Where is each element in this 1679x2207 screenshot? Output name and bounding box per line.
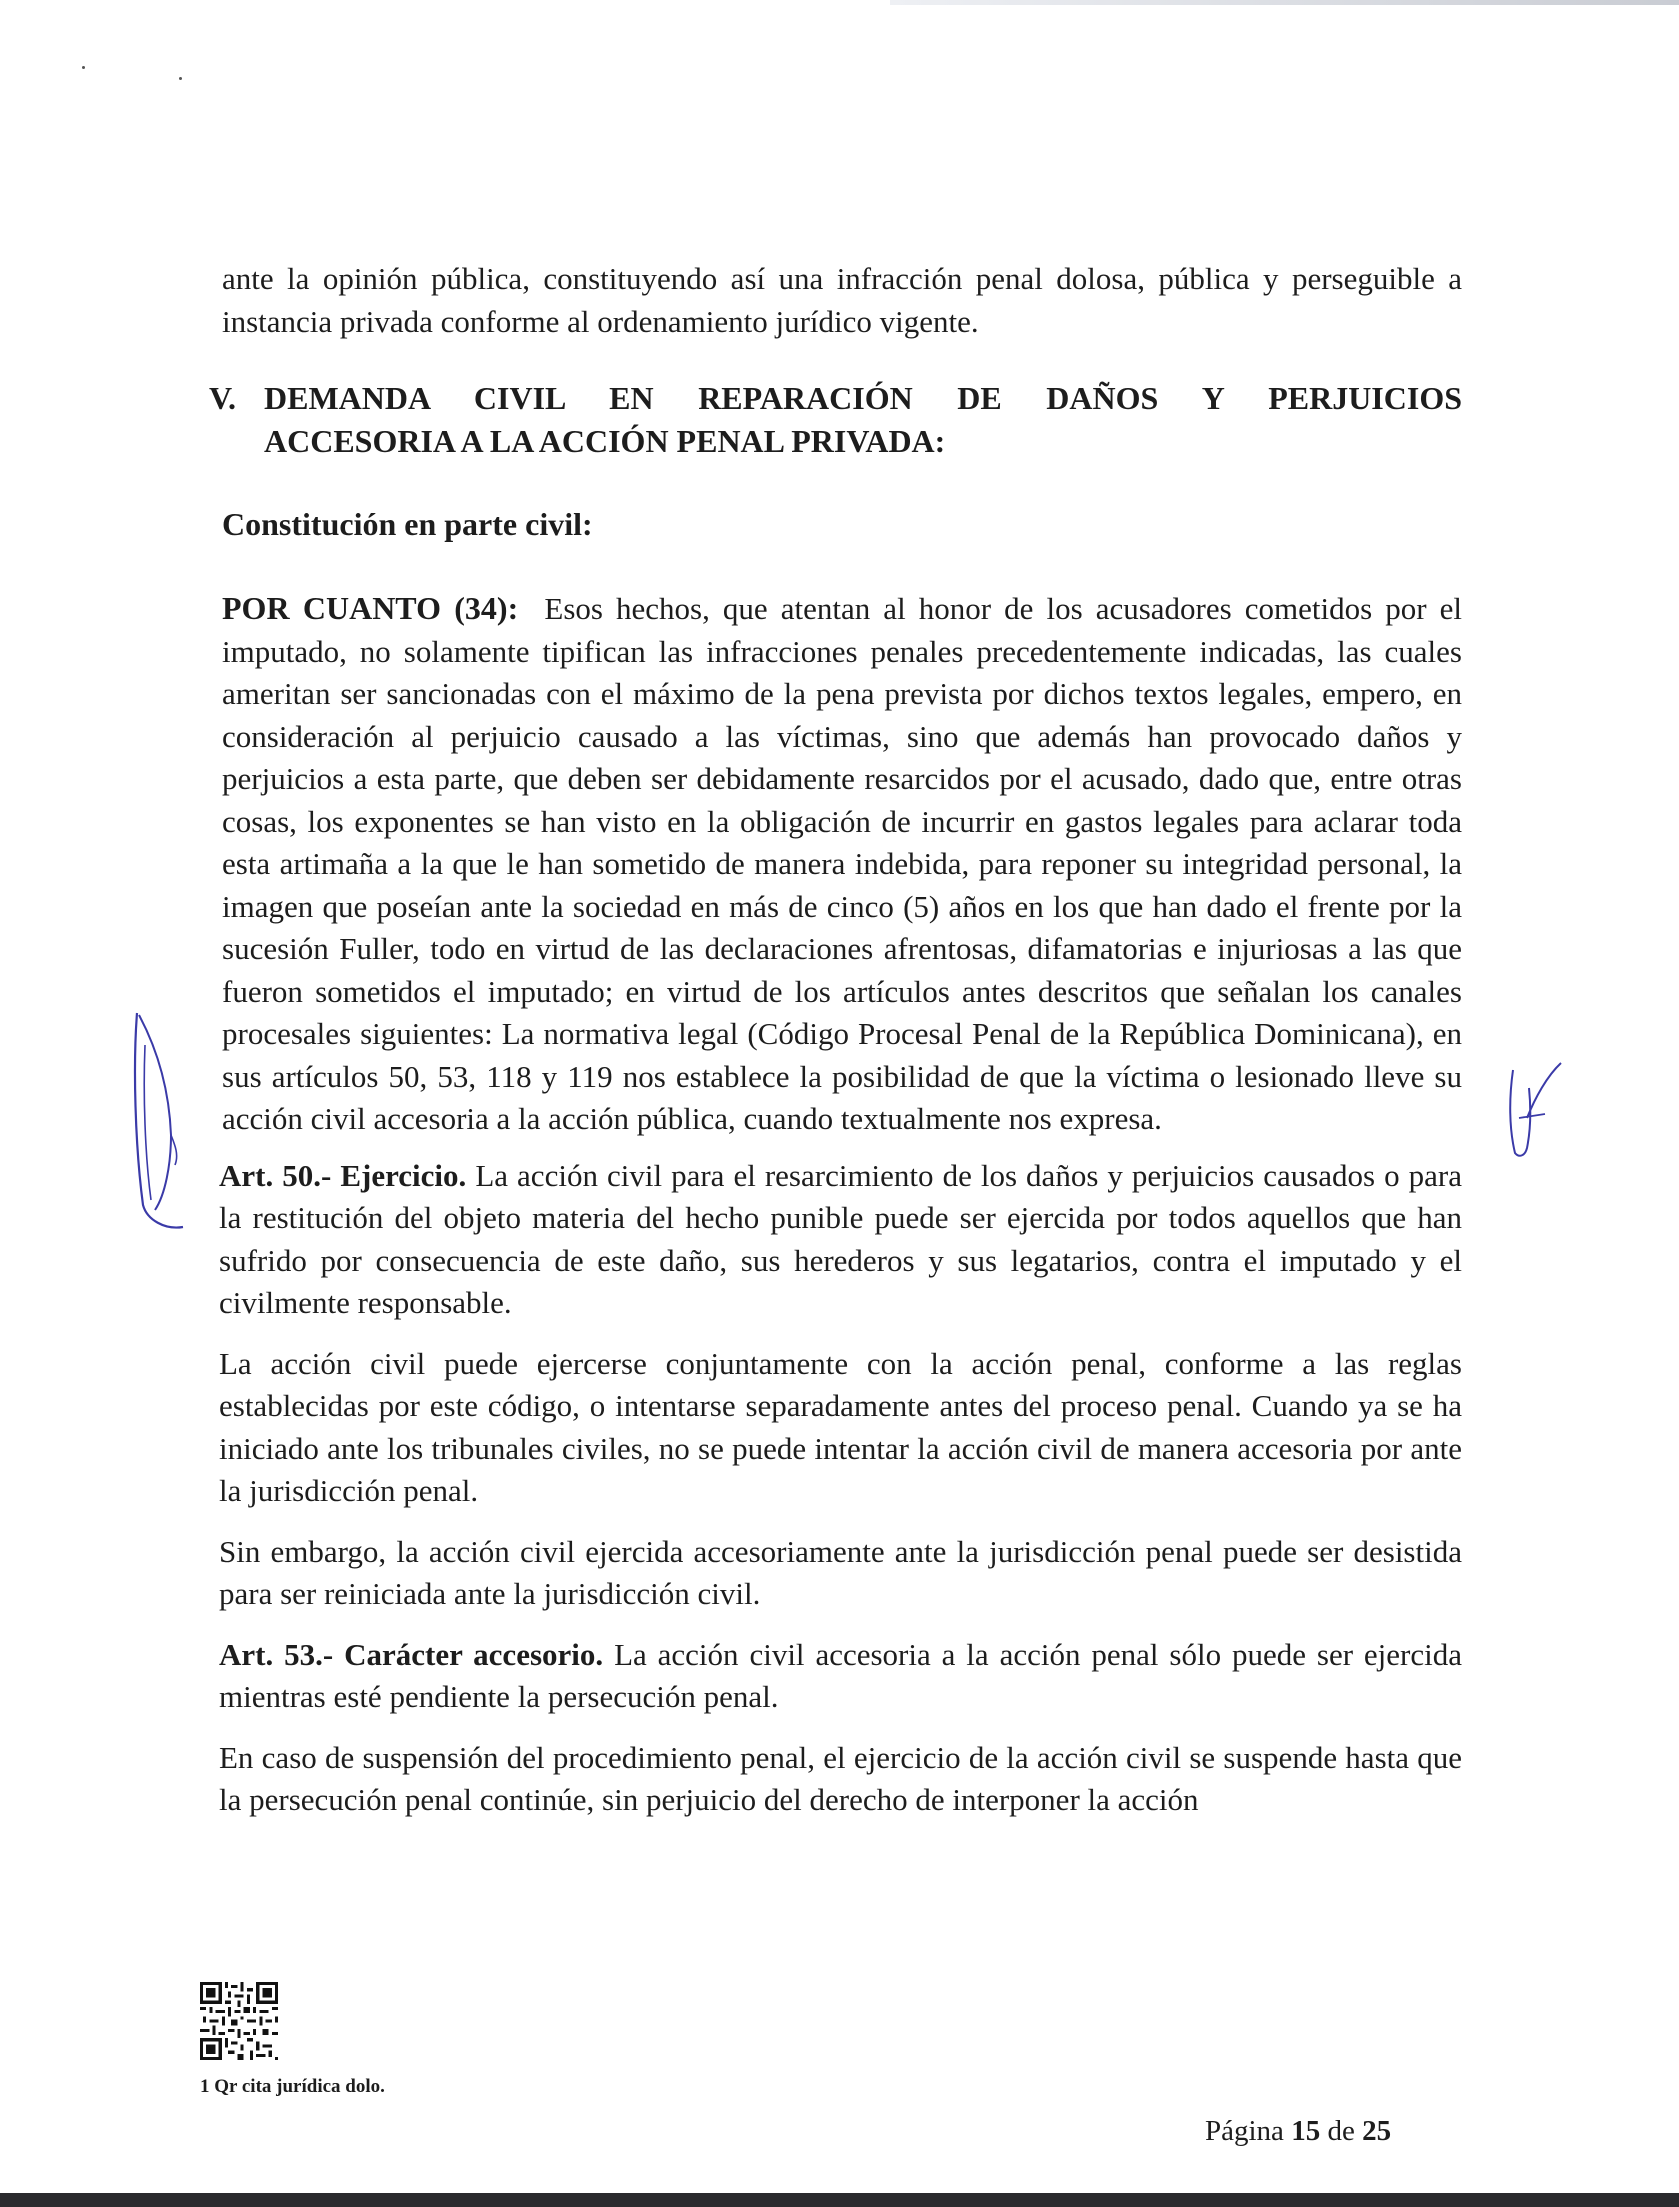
handwritten-bracket-mark	[125, 1005, 195, 1235]
page-total: 25	[1362, 2115, 1392, 2147]
qr-code	[200, 1982, 278, 2060]
subheading: Constitución en parte civil:	[222, 506, 593, 542]
scan-bottom-edge	[0, 2193, 1679, 2207]
page-label: Página	[1205, 2115, 1284, 2147]
scan-top-edge	[890, 0, 1679, 5]
por-cuanto-text: Esos hechos, que atentan al honor de los acusadores cometidos por el imputado, no solamente tipifican las infracciones penales precedentemente indicadas, las cuales ameritan ser sancionadas con el máximo de la pena prevista por dichos textos legales, empero, en consideración al perjuicio causado a las víctimas, sino que además han provocado daños y perjuicios a esta parte, que deben ser debidamente resarcidos por el acusado, dado que, entre otras cosas, los exponentes se han visto en la obligación de incurrir en gastos legales para aclarar toda esta artimaña a la que le han sometido de manera indebida, para reponer su integridad personal, la imagen que poseían ante la sociedad en más de cinco (5) años en los que han dado el frente por la sucesión Fuller, todo en virtud de las declaraciones afrentosas, difamatorias e injuriosas a las que fueron sometidos el imputado; en virtud de los artículos antes descritos que señalan los canales procesales siguientes: La normativa legal (Código Procesal Penal de la República Dominicana), en sus artículos 50, 53, 118 y 119 nos establece la posibilidad de que la víctima o lesionado lleve su acción civil accesoria a la acción pública, cuando textualmente nos expresa.	[222, 591, 1463, 1136]
page-current: 15	[1291, 2115, 1321, 2147]
por-cuanto-paragraph	[222, 587, 1462, 1141]
qr-caption: 1 Qr cita jurídica dolo.	[200, 2076, 385, 2097]
article-50-lead: Art. 50.- Ejercicio.	[219, 1157, 467, 1193]
article-53-lead: Art. 53.- Carácter accesorio.	[219, 1636, 604, 1672]
article-50-paragraph-2: La acción civil puede ejercerse conjuntamente con la acción penal, conforme a las reglas establecidas por este código, o intentarse separadamente antes del proceso penal. Cuando ya se ha iniciado ante los tribunales civiles, no se puede intentar la acción civil de manera accesoria por ante la jurisdicción penal.	[219, 1345, 1462, 1508]
scan-speck	[82, 66, 85, 69]
handwritten-initials-mark	[1505, 1058, 1565, 1163]
intro-paragraph: ante la opinión pública, constituyendo así una infracción penal dolosa, pública y perseguible a instancia privada conforme al ordenamiento jurídico vigente.	[222, 261, 1462, 339]
article-53-paragraph-2: En caso de suspensión del procedimiento penal, el ejercicio de la acción civil se suspende hasta que la persecución penal continúe, sin perjuicio del derecho de interponer la acción	[219, 1739, 1462, 1817]
article-50-text: La acción civil para el resarcimiento de los daños y perjuicios causados o para la restitución del objeto materia del hecho punible puede ser ejercida por todos aquellos que han sufrido por consecuencia de este daño, sus herederos y sus legatarios, contra el imputado y el civilmente responsable.	[219, 1157, 1462, 1320]
page-number	[1205, 2115, 1391, 2148]
por-cuanto-lead: POR CUANTO (34):	[222, 590, 519, 626]
article-50	[219, 1155, 1462, 1325]
section-title-line1: DEMANDA CIVIL EN REPARACIÓN DE DAÑOS Y PERJUICIOS	[264, 380, 1462, 416]
section-title-line2: ACCESORIA A LA ACCIÓN PENAL PRIVADA:	[264, 423, 946, 459]
qr-code-icon	[200, 1982, 278, 2060]
section-number: V.	[209, 380, 236, 416]
article-50-paragraph-3: Sin embargo, la acción civil ejercida accesoriamente ante la jurisdicción penal puede ser desistida para ser reiniciada ante la jurisdicción civil.	[219, 1533, 1462, 1611]
article-53	[219, 1634, 1462, 1719]
article-53-text: La acción civil accesoria a la acción penal sólo puede ser ejercida mientras esté pendiente la persecución penal.	[219, 1636, 1463, 1714]
section-heading	[209, 377, 1462, 463]
scan-speck	[179, 77, 182, 80]
page-body	[209, 258, 1463, 1840]
page-of: de	[1327, 2115, 1355, 2147]
